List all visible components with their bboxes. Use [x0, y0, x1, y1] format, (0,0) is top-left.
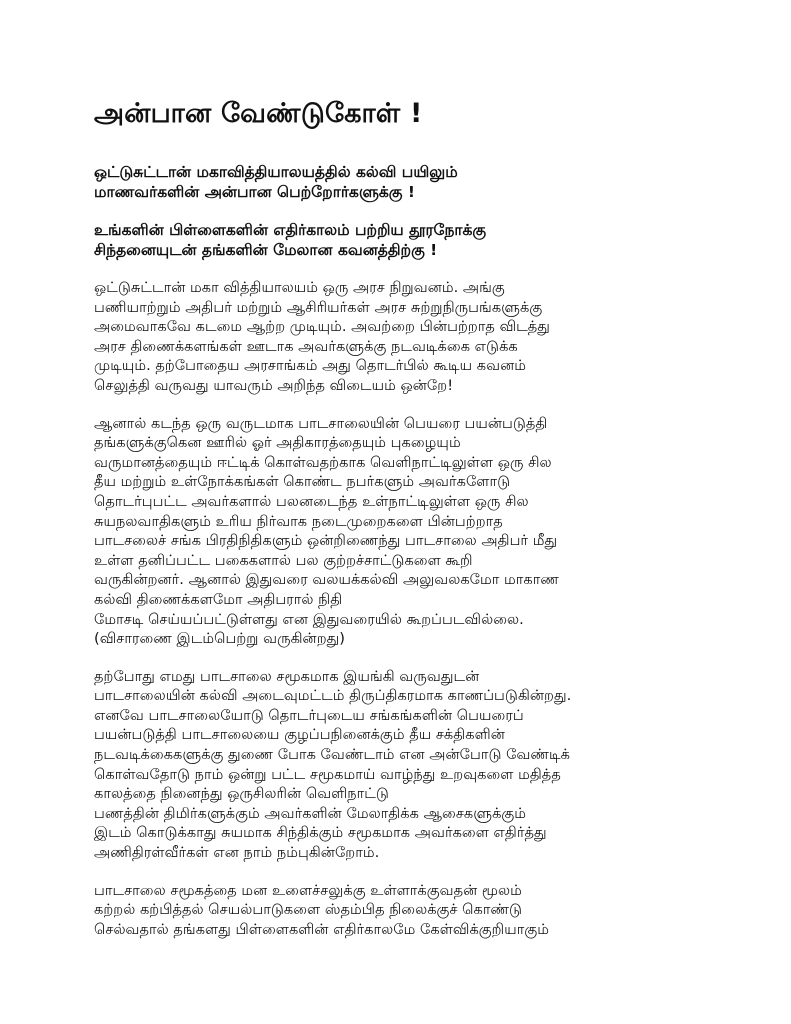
text-line: பாடசலைச் சங்க பிரதிநிதிகளும் ஒன்றிணைந்து பாடசாலை அதிபர் மீது: [94, 532, 558, 550]
text-line: காலத்தை நினைந்து ஒருசிலரின் வெளிநாட்டு: [94, 785, 389, 803]
text-line: செலுத்தி வருவது யாவரும் அறிந்த விடையம் ஒன்றே!: [94, 376, 454, 394]
text-line: சுயநலவாதிகளும் உரிய நிர்வாக நடைமுறைகளை பின்பற்றாத: [94, 512, 503, 530]
text-line: தொடர்புபட்ட அவர்களால் பலனடைந்த உள்நாட்டிலுள்ள ஒரு சில: [94, 492, 529, 510]
text-line: சிந்தனையுடன் தங்களின் மேலான கவனத்திற்கு !: [94, 241, 438, 259]
paragraph-4: [94, 881, 724, 940]
text-line: உங்களின் பிள்ளைகளின் எதிர்காலம் பற்றிய தூரநோக்கு: [94, 221, 487, 239]
text-line: நடவடிக்கைகளுக்கு துணை போக வேண்டாம் என அன்போடு வேண்டிக்: [94, 746, 570, 764]
text-line: செல்வதால் தங்களது பிள்ளைகளின் எதிர்காலமே கேள்விக்குறியாகும்: [94, 920, 550, 938]
text-line: மாணவர்களின் அன்பான பெற்றோர்களுக்கு !: [94, 183, 415, 201]
text-line: (விசாரணை இடம்பெற்று வருகின்றது): [94, 630, 345, 648]
salutation-attention: [94, 220, 724, 260]
text-line: தற்போது எமது பாடசாலை சமூகமாக இயங்கி வருவதுடன்: [94, 667, 480, 685]
text-line: பாடசாலை சமூகத்தை மன உளைச்சலுக்கு உள்ளாக்குவதன் மூலம்: [94, 881, 522, 899]
text-line: அரச திணைக்களங்கள் ஊடாக அவர்களுக்கு நடவடிக்கை எடுக்க: [94, 337, 518, 355]
text-line: பாடசாலையின் கல்வி அடைவுமட்டம் திருப்திகரமாக காணப்படுகின்றது.: [94, 687, 572, 705]
text-line: தங்களுக்குகென ஊரில் ஓர் அதிகாரத்தையும் புகழையும்: [94, 434, 461, 452]
document-page: [94, 96, 724, 957]
paragraph-3: [94, 667, 724, 863]
text-line: தீய மற்றும் உள்நோக்கங்கள் கொண்ட நபர்களும் அவர்களோடு: [94, 473, 511, 491]
text-line: வருமானத்தையும் ஈட்டிக் கொள்வதற்காக வெளிநாட்டிலுள்ள ஒரு சில: [94, 453, 552, 471]
text-line: அமைவாகவே கடமை ஆற்ற முடியும். அவற்றை பின்பற்றாத விடத்து: [94, 318, 550, 336]
text-line: இடம் கொடுக்காது சுயமாக சிந்திக்கும் சமூகமாக அவர்களை எதிர்த்து: [94, 824, 547, 842]
text-line: மோசடி செய்யப்பட்டுள்ளது என இதுவரையில் கூறப்படவில்லை.: [94, 610, 524, 628]
text-line: பணத்தின் திமிர்களுக்கும் அவர்களின் மேலாதிக்க ஆசைகளுக்கும்: [94, 804, 527, 822]
text-line: கற்றல் கற்பித்தல் செயல்பாடுகளை ஸ்தம்பித நிலைக்குச் கொண்டு: [94, 901, 523, 919]
salutation-students-parents: [94, 162, 724, 202]
paragraph-1: [94, 278, 724, 396]
text-line: பணியாற்றும் அதிபர் மற்றும் ஆசிரியர்கள் அரச சுற்றுநிருபங்களுக்கு: [94, 298, 543, 316]
text-line: வருகின்றனர். ஆனால் இதுவரை வலயக்கல்வி அலுவலகமோ மாகாண: [94, 571, 559, 589]
text-line: கொள்வதோடு நாம் ஒன்று பட்ட சமூகமாய் வாழ்ந்து உறவுகளை மதித்த: [94, 765, 561, 783]
text-line: ஒட்டுசுட்டான் மகாவித்தியாலயத்தில் கல்வி பயிலும்: [94, 163, 458, 181]
paragraph-2: [94, 414, 724, 649]
document-title: அன்பான வேண்டுகோள் !: [94, 98, 423, 129]
text-line: ஒட்டுசுட்டான் மகா வித்தியாலயம் ஒரு அரச நிறுவனம். அங்கு: [94, 279, 505, 296]
text-line: கல்வி திணைக்களமோ அதிபரால் நிதி: [94, 590, 343, 608]
text-line: உள்ள தனிப்பட்ட பகைகளால் பல குற்றச்சாட்டுகளை கூறி: [94, 551, 473, 569]
text-line: முடியும். தற்போதைய அரசாங்கம் அது தொடர்பில் கூடிய கவனம்: [94, 357, 526, 375]
text-line: ஆனால் கடந்த ஒரு வருடமாக பாடசாலையின் பெயரை பயன்படுத்தி: [94, 414, 548, 432]
text-line: அணிதிரள்வீர்கள் என நாம் நம்புகின்றோம்.: [94, 844, 380, 862]
text-line: எனவே பாடசாலையோடு தொடர்புடைய சங்கங்களின் பெயரைப்: [94, 706, 524, 724]
text-line: பயன்படுத்தி பாடசாலையை குழப்பநினைக்கும் தீய சக்திகளின்: [94, 726, 505, 744]
